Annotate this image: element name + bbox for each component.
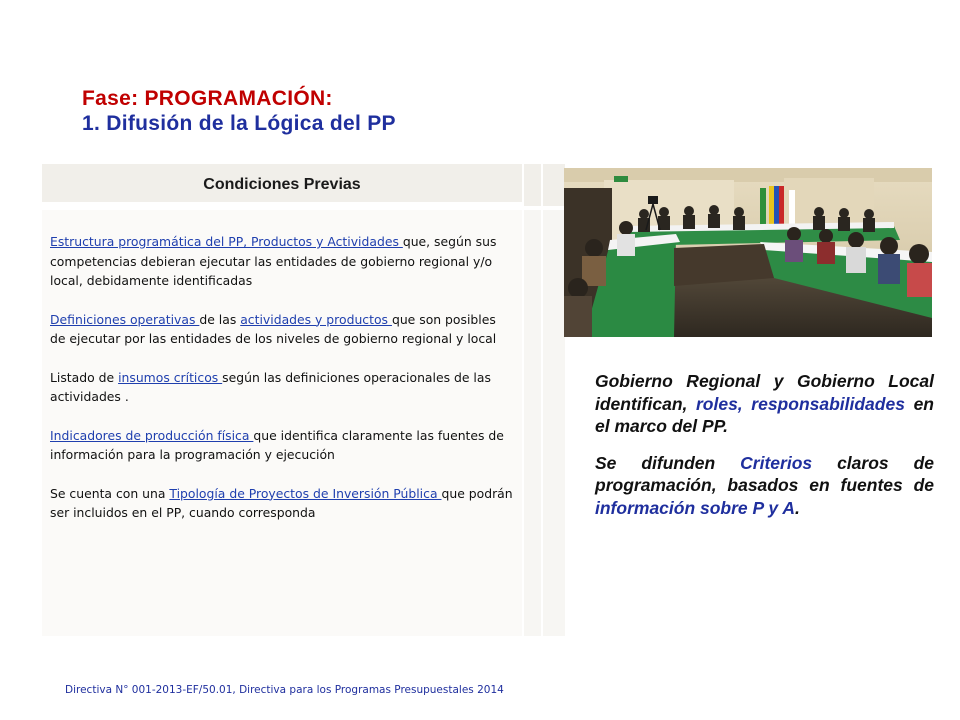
link-definiciones-operativas[interactable]: Definiciones operativas <box>50 311 200 327</box>
phase-title: Fase: PROGRAMACIÓN: <box>82 87 333 110</box>
conditions-table <box>42 164 565 636</box>
table-header-cell <box>524 164 541 206</box>
table-header-cell <box>543 164 565 206</box>
note-paragraph: Gobierno Regional y Gobierno Local identifican, roles, responsabilidades en el marco del PP. <box>595 371 934 436</box>
list-item: Se cuenta con una Tipología de Proyectos de Inversión Pública que podrán ser incluidos en el PP, cuando corresponda <box>50 485 513 520</box>
link-insumos-criticos[interactable]: insumos críticos <box>118 369 223 385</box>
slide-title <box>82 86 396 136</box>
link-actividades-productos[interactable]: actividades y productos <box>240 311 392 327</box>
note-paragraph: Se difunden Criterios claros de programación, basados en fuentes de información sobre P y A. <box>595 452 934 518</box>
footer-reference: Directiva N° 001-2013-EF/50.01, Directiva para los Programas Presupuestales 2014 <box>65 684 504 696</box>
link-tipologia-proyectos[interactable]: Tipología de Proyectos de Inversión Pública <box>169 485 442 501</box>
list-item: Indicadores de producción física que identifica claramente las fuentes de información para la programación y ejecución <box>50 427 504 462</box>
notes-text <box>595 370 934 533</box>
list-item: Estructura programática del PP, Productos y Actividades que, según sus competencias debieran ejecutar las entidades de gobierno regional y/o local, debidamente identificadas <box>50 234 497 288</box>
link-estructura-programatica[interactable]: Estructura programática del PP, Productos y Actividades <box>50 234 403 249</box>
meeting-photo <box>564 168 932 337</box>
list-item: Listado de insumos críticos según las definiciones operacionales de las actividades . <box>50 369 491 404</box>
link-indicadores-produccion[interactable]: Indicadores de producción física <box>50 427 254 443</box>
table-body <box>42 210 522 636</box>
table-cell <box>524 210 541 636</box>
section-title: 1. Difusión de la Lógica del PP <box>82 112 396 135</box>
table-cell <box>543 210 565 636</box>
list-item: Definiciones operativas de las actividades y productos que son posibles de ejecutar por las entidades de los niveles de gobierno regional y local <box>50 311 497 346</box>
table-header: Condiciones Previas <box>42 164 522 206</box>
